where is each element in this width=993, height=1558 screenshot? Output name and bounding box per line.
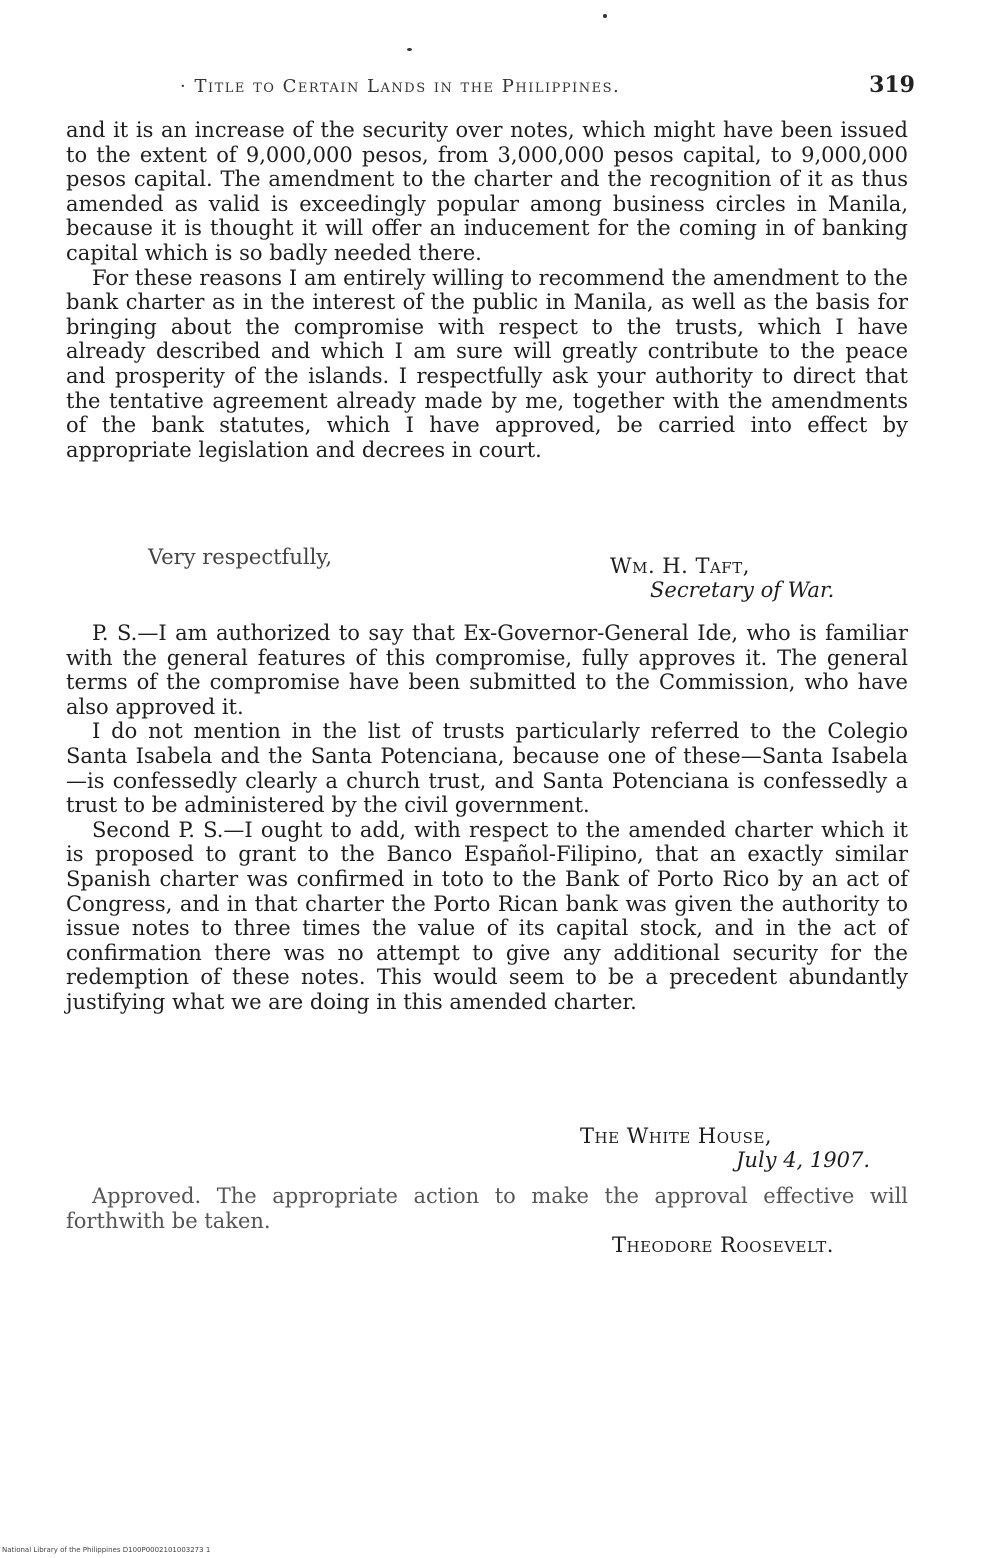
page-number: 319 (869, 72, 915, 98)
body-paragraph: For these reasons I am entirely willing to recommend the amendment to the bank charter as in the interest of the public in Manila, as well as the basis for bringing about the compromise with respect to the trusts, which I have already described and which I am sure will greatly contribute to the peace and prosperity of the islands. I respectfully ask your authority to direct that the tentative agreement already made by me, together with the amendments of the bank statutes, which I have approved, be carried into effect by appropriate legislation and decrees in court. (66, 265, 908, 462)
postscript-paragraph: Second P. S.—I ought to add, with respect to the amended charter which it is proposed to grant to the Banco Español-Filipino, that an exactly similar Spanish charter was confirmed in toto to the Bank of Porto Rico by an act of Congress, and in that charter the Porto Rican bank was given the authority to issue notes to three times the value of its capital stock, and in the act of confirmation there was no attempt to give any additional security for the redemption of these notes. This would seem to be a precedent abundantly justifying what we are doing in this amended charter. (66, 817, 908, 1014)
speck-mark (603, 14, 607, 18)
signer-name: Wm. H. Taft, (610, 554, 750, 578)
letter-body (66, 118, 908, 462)
president-signature: Theodore Roosevelt. (612, 1233, 834, 1257)
approval-text: Approved. The appropriate action to make the approval effective will forthwith be taken. (66, 1184, 908, 1233)
postscripts (66, 621, 908, 1015)
endorsement-date: July 4, 1907. (736, 1148, 871, 1172)
endorsement-place: The White House, (580, 1124, 773, 1148)
postscript-paragraph: P. S.—I am authorized to say that Ex-Governor-General Ide, who is familiar with the general features of this compromise, fully approves it. The general terms of the compromise have been submitted to the Commission, who have also approved it. (66, 621, 908, 719)
running-title: · Title to Certain Lands in the Philippines. (180, 76, 621, 97)
approval-note (66, 1184, 908, 1233)
signer-title: Secretary of War. (650, 578, 835, 602)
speck-mark (407, 48, 412, 51)
postscript-paragraph: I do not mention in the list of trusts particularly referred to the Colegio Santa Isabela and the Santa Potenciana, because one of these—Santa Isabela—is confessedly clearly a church trust, and Santa Potenciana is confessedly a trust to be administered by the civil government. (66, 719, 908, 818)
salutation: Very respectfully, (148, 545, 333, 569)
body-paragraph: and it is an increase of the security over notes, which might have been issued to the extent of 9,000,000 pesos, from 3,000,000 pesos capital, to 9,000,000 pesos capital. The amendment to the charter and the recognition of it as thus amended as valid is exceedingly popular among business circles in Manila, because it is thought it will offer an inducement for the coming in of banking capital which is so badly needed there. (66, 118, 908, 265)
page-header (180, 72, 915, 112)
library-credit: National Library of the Philippines D100P0002101003273 1 (2, 1546, 211, 1554)
